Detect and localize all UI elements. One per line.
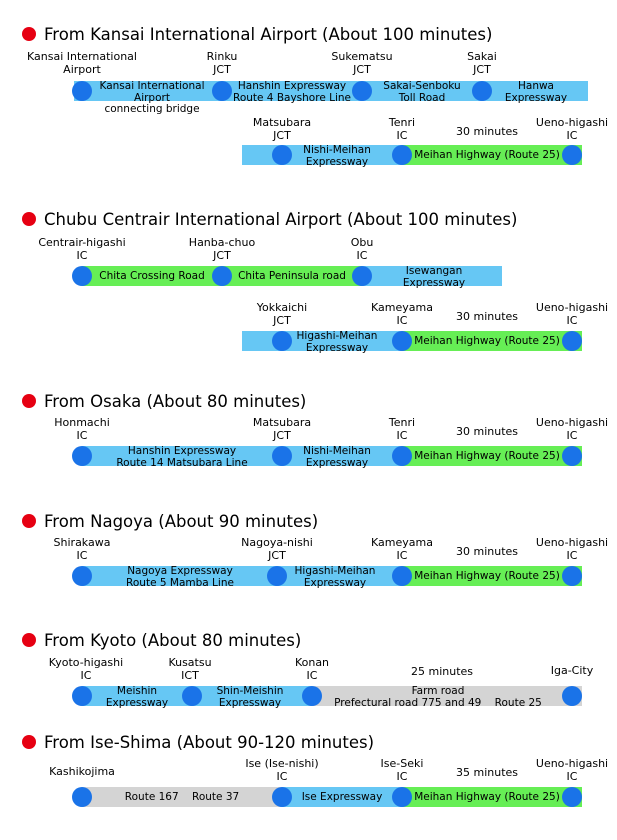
- segment-label: Higashi-Meihan Expressway: [294, 565, 376, 589]
- segment-label: Nishi-Meihan Expressway: [303, 144, 371, 168]
- section-title-kyoto: From Kyoto (About 80 minutes): [44, 631, 302, 650]
- point-label: Obu IC: [350, 236, 374, 262]
- segment-label: Meihan Highway (Route 25): [414, 335, 560, 347]
- duration-label: 30 minutes: [455, 425, 519, 438]
- section-bullet: [22, 27, 36, 41]
- point-node: [562, 331, 582, 351]
- segment-label: Shin-Meishin Expressway: [216, 685, 284, 709]
- point-node: [72, 566, 92, 586]
- point-label: Ueno-higashi IC: [535, 301, 609, 327]
- duration-label: 35 minutes: [455, 766, 519, 779]
- segment-label: Chita Peninsula road: [238, 270, 346, 282]
- section-bullet: [22, 514, 36, 528]
- segment-label: Kansai International Airport connecting bridge: [99, 80, 205, 115]
- segment-label: Hanshin Expressway Route 14 Matsubara Line: [116, 445, 248, 469]
- point-label: Centrair-higashi IC: [38, 236, 126, 262]
- section-title-kansai: From Kansai International Airport (About 100 minutes): [44, 25, 493, 44]
- point-label: Yokkaichi JCT: [256, 301, 308, 327]
- point-node: [272, 145, 292, 165]
- segment-label: Meihan Highway (Route 25): [414, 570, 560, 582]
- point-node: [182, 686, 202, 706]
- section-bullet: [22, 735, 36, 749]
- point-label: Hanba-chuo JCT: [188, 236, 256, 262]
- segment-label: Farm road Prefectural road 775 and 49 Route 25: [334, 685, 542, 709]
- segment-label: Meihan Highway (Route 25): [414, 791, 560, 803]
- duration-label: 30 minutes: [455, 310, 519, 323]
- segment-label: Hanwa Expressway: [504, 80, 568, 104]
- point-node: [212, 81, 232, 101]
- point-label: Matsubara JCT: [252, 416, 312, 442]
- point-node: [472, 81, 492, 101]
- point-node: [272, 446, 292, 466]
- point-label: Ise-Seki IC: [380, 757, 424, 783]
- section-bullet: [22, 394, 36, 408]
- point-label: Kashikojima: [49, 765, 115, 778]
- point-label: Kusatsu ICT: [168, 656, 212, 682]
- point-node: [267, 566, 287, 586]
- point-node: [392, 331, 412, 351]
- section-title-nagoya: From Nagoya (About 90 minutes): [44, 512, 319, 531]
- point-node: [72, 686, 92, 706]
- segment-label: Sakai-Senboku Toll Road: [383, 80, 461, 104]
- point-node: [212, 266, 232, 286]
- point-node: [392, 787, 412, 807]
- section-title-osaka: From Osaka (About 80 minutes): [44, 392, 307, 411]
- duration-label: 30 minutes: [455, 545, 519, 558]
- point-label: Ueno-higashi IC: [535, 116, 609, 142]
- point-label: Kameyama IC: [371, 536, 433, 562]
- point-label: Ueno-higashi IC: [535, 416, 609, 442]
- point-label: Konan IC: [294, 656, 330, 682]
- segment-label: Hanshin Expressway Route 4 Bayshore Line: [232, 80, 352, 104]
- section-title-chubu: Chubu Centrair International Airport (About 100 minutes): [44, 210, 518, 229]
- section-bullet: [22, 633, 36, 647]
- point-label: Tenri IC: [388, 116, 416, 142]
- point-node: [352, 81, 372, 101]
- segment-label: Meihan Highway (Route 25): [414, 149, 560, 161]
- point-node: [272, 331, 292, 351]
- point-node: [302, 686, 322, 706]
- segment-label: Meishin Expressway: [105, 685, 169, 709]
- point-label: Ueno-higashi IC: [535, 536, 609, 562]
- segment-label: Chita Crossing Road: [99, 270, 205, 282]
- point-node: [562, 686, 582, 706]
- segment-label: Route 167 Route 37: [124, 791, 240, 803]
- point-label: Sakai JCT: [467, 50, 497, 76]
- point-node: [392, 566, 412, 586]
- point-node: [562, 566, 582, 586]
- point-label: Honmachi IC: [54, 416, 110, 442]
- point-node: [72, 81, 92, 101]
- point-label: Kyoto-higashi IC: [48, 656, 124, 682]
- duration-label: 25 minutes: [410, 665, 474, 678]
- point-node: [352, 266, 372, 286]
- segment-label: Nagoya Expressway Route 5 Mamba Line: [126, 565, 234, 589]
- point-label: Rinku JCT: [206, 50, 238, 76]
- point-node: [392, 145, 412, 165]
- point-node: [272, 787, 292, 807]
- point-node: [72, 446, 92, 466]
- point-label: Ise (Ise-nishi) IC: [245, 757, 319, 783]
- point-label: Shirakawa IC: [53, 536, 111, 562]
- section-title-ise-shima: From Ise-Shima (About 90-120 minutes): [44, 733, 375, 752]
- point-label: Tenri IC: [388, 416, 416, 442]
- point-node: [562, 787, 582, 807]
- point-label: Kansai International Airport: [27, 50, 137, 76]
- point-node: [392, 446, 412, 466]
- point-node: [562, 446, 582, 466]
- point-label: Kameyama IC: [371, 301, 433, 327]
- segment-label: Isewangan Expressway: [402, 265, 466, 289]
- point-node: [562, 145, 582, 165]
- duration-label: 30 minutes: [455, 125, 519, 138]
- segment-label: Higashi-Meihan Expressway: [296, 330, 378, 354]
- segment-label: Nishi-Meihan Expressway: [303, 445, 371, 469]
- segment-label: Meihan Highway (Route 25): [414, 450, 560, 462]
- point-label: Ueno-higashi IC: [535, 757, 609, 783]
- point-node: [72, 266, 92, 286]
- point-label: Sukematsu JCT: [331, 50, 393, 76]
- point-label: Iga-City: [550, 664, 594, 677]
- segment-label: Ise Expressway: [301, 791, 383, 803]
- section-bullet: [22, 212, 36, 226]
- point-label: Matsubara JCT: [252, 116, 312, 142]
- point-label: Nagoya-nishi JCT: [241, 536, 313, 562]
- point-node: [72, 787, 92, 807]
